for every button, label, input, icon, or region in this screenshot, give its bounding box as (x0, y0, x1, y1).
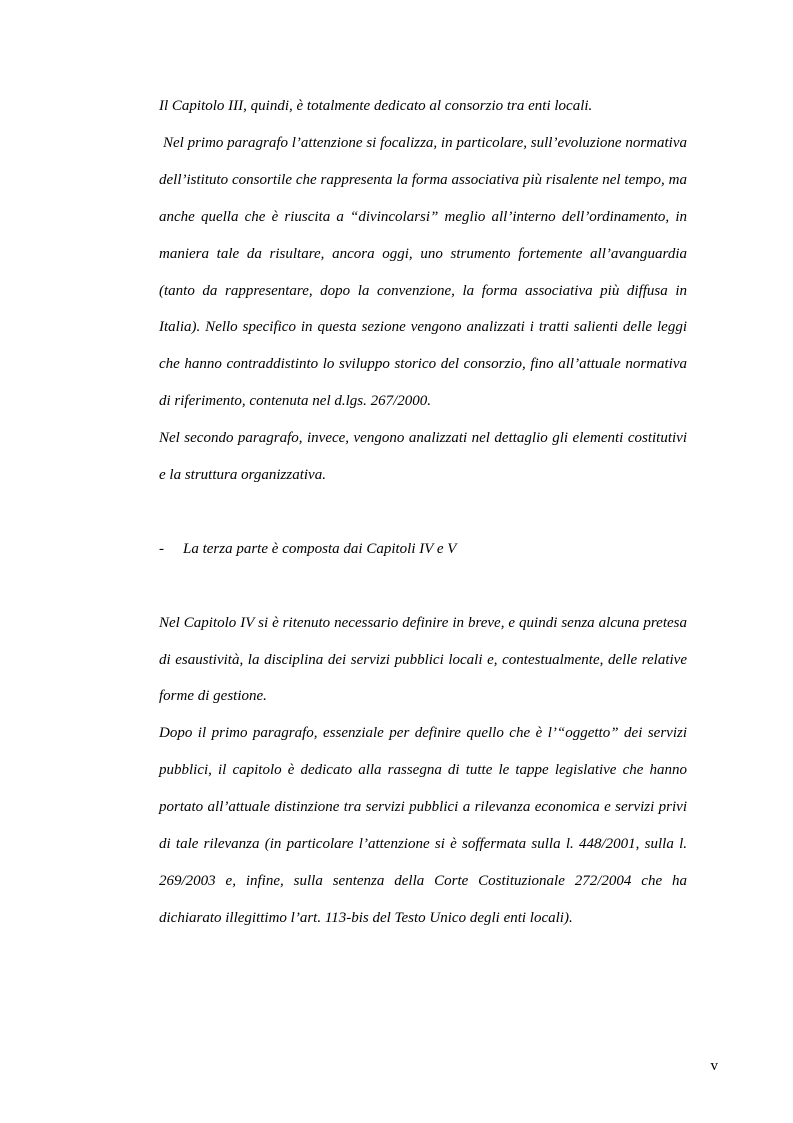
paragraph-capitolo-iv: Nel Capitolo IV si è ritenuto necessario definire in breve, e quindi senza alcuna pretesa di esaustività, la disciplina dei servizi pubblici locali e, contestualmente, delle relative forme di gestione. (159, 614, 687, 705)
page-number: v (710, 1058, 718, 1074)
paragraph-dopo-primo-paragrafo: Dopo il primo paragrafo, essenziale per definire quello che è l’“oggetto” dei servizi pubblici, il capitolo è dedicato alla rassegna di tutte le tappe legislative che hanno portato all’attuale distinzione tra servizi pubblici a rilevanza economica e servizi privi di tale rilevanza (in particolare l’attenzione si è soffermata sulla l. 448/2001, sulla l. 269/2003 e, infine, sulla sentenza della Corte Costituzionale 272/2004 che ha dichiarato illegittimo l’art. 113-bis del Testo Unico degli enti locali). (159, 725, 687, 926)
body-text (159, 88, 687, 937)
paragraph-secondo-paragrafo: Nel secondo paragrafo, invece, vengono analizzati nel dettaglio gli elementi costitutivi e la struttura organizzativa. (159, 430, 687, 484)
paragraph-primo-paragrafo: Nel primo paragrafo l’attenzione si focalizza, in particolare, sull’evoluzione normativa dell’istituto consortile che rappresenta la forma associativa più risalente nel tempo, ma anche quella che è riuscita a “divincolarsi” meglio all’interno dell’ordinamento, in maniera tale da risultare, ancora oggi, uno strumento fortemente all’avanguardia (tanto da rappresentare, dopo la convenzione, la forma associativa più diffusa in Italia). Nello specifico in questa sezione vengono analizzati i tratti salienti delle leggi che hanno contraddistinto lo sviluppo storico del consorzio, fino all’attuale normativa di riferimento, contenuta nel d.lgs. 267/2000. (159, 134, 687, 410)
list-item-terza-parte (159, 531, 687, 568)
spacer (159, 568, 687, 605)
list-dash: - (159, 540, 164, 557)
spacer (159, 494, 687, 531)
list-item-text: La terza parte è composta dai Capitoli IV e V (183, 540, 457, 557)
paragraph-capitolo-iii-intro: Il Capitolo III, quindi, è totalmente dedicato al consorzio tra enti locali. (159, 98, 593, 114)
